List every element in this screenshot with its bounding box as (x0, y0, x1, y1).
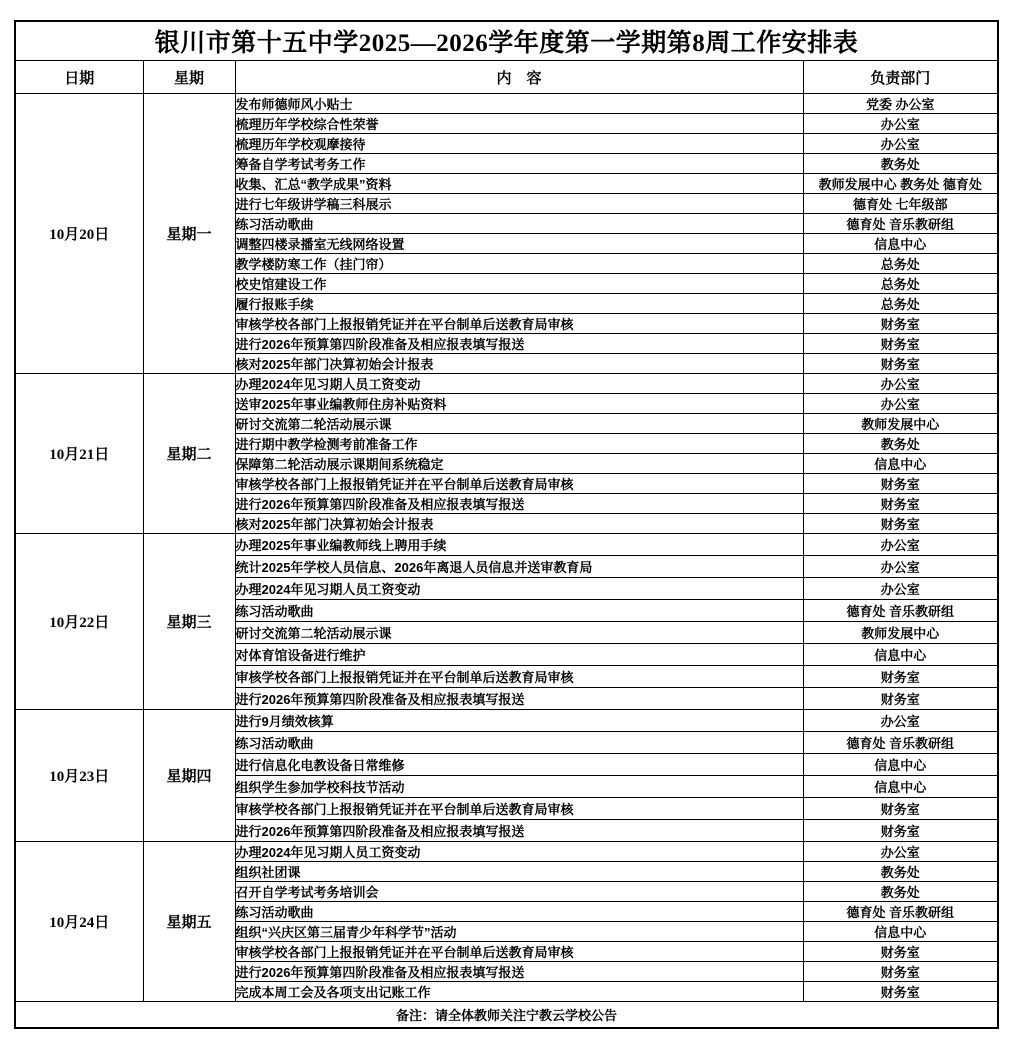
task-department-cell: 财务室 (803, 982, 998, 1002)
schedule-body (15, 94, 998, 1002)
task-content-cell: 审核学校各部门上报报销凭证并在平台制单后送教育局审核 (235, 666, 803, 688)
task-row (15, 374, 998, 394)
task-department-cell: 办公室 (803, 394, 998, 414)
schedule-table (14, 20, 999, 1029)
date-cell: 10月21日 (15, 374, 143, 534)
task-content-cell: 核对2025年部门决算初始会计报表 (235, 354, 803, 374)
task-department-cell: 教务处 (803, 434, 998, 454)
date-cell: 10月22日 (15, 534, 143, 710)
weekday-cell: 星期五 (143, 842, 235, 1002)
task-department-cell: 德育处 音乐教研组 (803, 600, 998, 622)
title-row (15, 21, 998, 61)
task-department-cell: 办公室 (803, 578, 998, 600)
task-department-cell: 财务室 (803, 688, 998, 710)
footer-row (15, 1002, 998, 1029)
task-content-cell: 办理2024年见习期人员工资变动 (235, 578, 803, 600)
task-content-cell: 办理2024年见习期人员工资变动 (235, 374, 803, 394)
task-content-cell: 进行2026年预算第四阶段准备及相应报表填写报送 (235, 494, 803, 514)
task-content-cell: 收集、汇总“教学成果”资料 (235, 174, 803, 194)
task-content-cell: 调整四楼录播室无线网络设置 (235, 234, 803, 254)
task-department-cell: 办公室 (803, 710, 998, 732)
task-row (15, 94, 998, 114)
task-content-cell: 发布师德师风小贴士 (235, 94, 803, 114)
task-content-cell: 核对2025年部门决算初始会计报表 (235, 514, 803, 534)
col-header-department: 负责部门 (803, 61, 998, 94)
task-department-cell: 教师发展中心 (803, 622, 998, 644)
task-content-cell: 统计2025年学校人员信息、2026年离退人员信息并送审教育局 (235, 556, 803, 578)
task-department-cell: 财务室 (803, 798, 998, 820)
task-content-cell: 练习活动歌曲 (235, 214, 803, 234)
task-department-cell: 财务室 (803, 820, 998, 842)
schedule-sheet (14, 20, 997, 1029)
weekday-cell: 星期二 (143, 374, 235, 534)
task-department-cell: 办公室 (803, 134, 998, 154)
task-content-cell: 梳理历年学校观摩接待 (235, 134, 803, 154)
task-row (15, 842, 998, 862)
task-department-cell: 教师发展中心 (803, 414, 998, 434)
task-department-cell: 财务室 (803, 334, 998, 354)
col-header-weekday: 星期 (143, 61, 235, 94)
task-department-cell: 财务室 (803, 666, 998, 688)
task-content-cell: 保障第二轮活动展示课期间系统稳定 (235, 454, 803, 474)
task-content-cell: 进行期中教学检测考前准备工作 (235, 434, 803, 454)
task-content-cell: 研讨交流第二轮活动展示课 (235, 622, 803, 644)
task-content-cell: 履行报账手续 (235, 294, 803, 314)
date-cell: 10月24日 (15, 842, 143, 1002)
col-header-date: 日期 (15, 61, 143, 94)
task-content-cell: 校史馆建设工作 (235, 274, 803, 294)
task-content-cell: 进行9月绩效核算 (235, 710, 803, 732)
task-content-cell: 研讨交流第二轮活动展示课 (235, 414, 803, 434)
task-content-cell: 送审2025年事业编教师住房补贴资料 (235, 394, 803, 414)
task-department-cell: 信息中心 (803, 454, 998, 474)
task-department-cell: 财务室 (803, 314, 998, 334)
task-content-cell: 审核学校各部门上报报销凭证并在平台制单后送教育局审核 (235, 798, 803, 820)
task-department-cell: 德育处 音乐教研组 (803, 732, 998, 754)
task-content-cell: 筹备自学考试考务工作 (235, 154, 803, 174)
task-department-cell: 德育处 音乐教研组 (803, 902, 998, 922)
weekday-cell: 星期四 (143, 710, 235, 842)
task-content-cell: 组织社团课 (235, 862, 803, 882)
task-department-cell: 财务室 (803, 514, 998, 534)
weekday-cell: 星期一 (143, 94, 235, 374)
task-content-cell: 办理2024年见习期人员工资变动 (235, 842, 803, 862)
task-department-cell: 办公室 (803, 556, 998, 578)
task-department-cell: 教务处 (803, 882, 998, 902)
task-content-cell: 进行2026年预算第四阶段准备及相应报表填写报送 (235, 334, 803, 354)
task-content-cell: 教学楼防寒工作（挂门帘） (235, 254, 803, 274)
task-department-cell: 总务处 (803, 294, 998, 314)
weekday-cell: 星期三 (143, 534, 235, 710)
task-content-cell: 审核学校各部门上报报销凭证并在平台制单后送教育局审核 (235, 474, 803, 494)
date-cell: 10月20日 (15, 94, 143, 374)
task-department-cell: 信息中心 (803, 922, 998, 942)
task-row (15, 710, 998, 732)
task-department-cell: 总务处 (803, 274, 998, 294)
task-content-cell: 召开自学考试考务培训会 (235, 882, 803, 902)
task-department-cell: 党委 办公室 (803, 94, 998, 114)
task-department-cell: 财务室 (803, 494, 998, 514)
task-content-cell: 练习活动歌曲 (235, 732, 803, 754)
task-department-cell: 财务室 (803, 942, 998, 962)
task-content-cell: 练习活动歌曲 (235, 600, 803, 622)
task-content-cell: 进行信息化电教设备日常维修 (235, 754, 803, 776)
task-content-cell: 进行2026年预算第四阶段准备及相应报表填写报送 (235, 820, 803, 842)
task-department-cell: 财务室 (803, 962, 998, 982)
task-department-cell: 财务室 (803, 474, 998, 494)
task-department-cell: 信息中心 (803, 234, 998, 254)
column-header-row (15, 61, 998, 94)
task-content-cell: 审核学校各部门上报报销凭证并在平台制单后送教育局审核 (235, 942, 803, 962)
task-content-cell: 完成本周工会及各项支出记账工作 (235, 982, 803, 1002)
task-row (15, 534, 998, 556)
task-department-cell: 信息中心 (803, 754, 998, 776)
task-department-cell: 教务处 (803, 154, 998, 174)
task-content-cell: 办理2025年事业编教师线上聘用手续 (235, 534, 803, 556)
task-content-cell: 对体育馆设备进行维护 (235, 644, 803, 666)
task-content-cell: 审核学校各部门上报报销凭证并在平台制单后送教育局审核 (235, 314, 803, 334)
task-department-cell: 总务处 (803, 254, 998, 274)
task-content-cell: 梳理历年学校综合性荣誉 (235, 114, 803, 134)
task-department-cell: 信息中心 (803, 776, 998, 798)
task-department-cell: 办公室 (803, 842, 998, 862)
task-content-cell: 进行2026年预算第四阶段准备及相应报表填写报送 (235, 962, 803, 982)
task-content-cell: 进行七年级讲学稿三科展示 (235, 194, 803, 214)
footer-note: 备注：请全体教师关注宁教云学校公告 (15, 1002, 998, 1029)
task-department-cell: 德育处 音乐教研组 (803, 214, 998, 234)
date-cell: 10月23日 (15, 710, 143, 842)
task-department-cell: 财务室 (803, 354, 998, 374)
task-department-cell: 信息中心 (803, 644, 998, 666)
page-title: 银川市第十五中学2025—2026学年度第一学期第8周工作安排表 (15, 21, 998, 61)
task-content-cell: 组织“兴庆区第三届青少年科学节”活动 (235, 922, 803, 942)
task-department-cell: 教务处 (803, 862, 998, 882)
task-content-cell: 练习活动歌曲 (235, 902, 803, 922)
task-department-cell: 办公室 (803, 114, 998, 134)
task-content-cell: 进行2026年预算第四阶段准备及相应报表填写报送 (235, 688, 803, 710)
task-department-cell: 德育处 七年级部 (803, 194, 998, 214)
col-header-content: 内 容 (235, 61, 803, 94)
task-department-cell: 教师发展中心 教务处 德育处 (803, 174, 998, 194)
task-department-cell: 办公室 (803, 534, 998, 556)
task-content-cell: 组织学生参加学校科技节活动 (235, 776, 803, 798)
task-department-cell: 办公室 (803, 374, 998, 394)
